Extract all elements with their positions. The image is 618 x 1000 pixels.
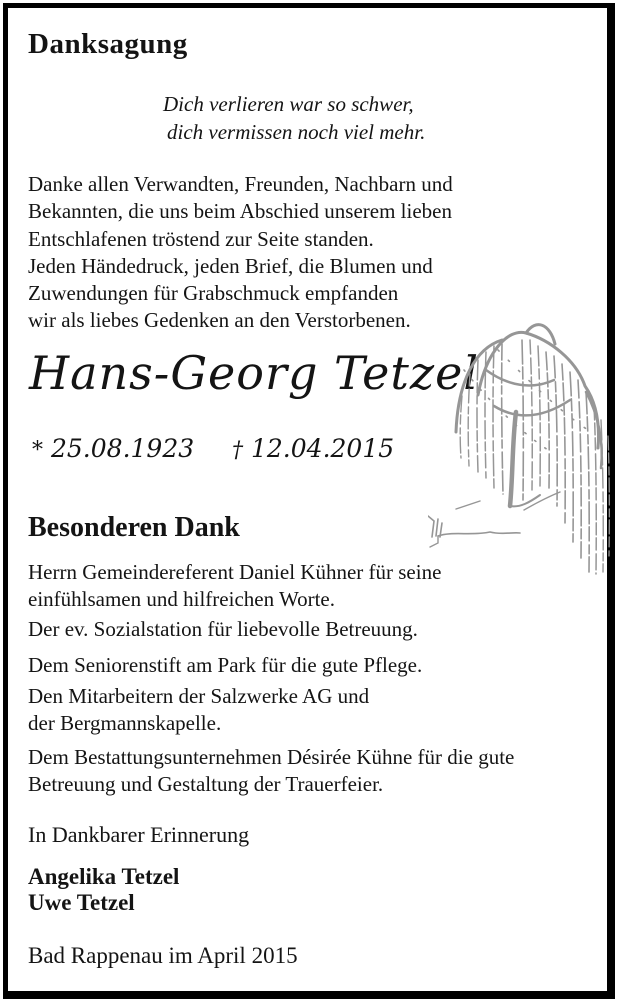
- birth-date: [32, 434, 194, 463]
- thanks-line: einfühlsamen und hilfreichen Worte.: [28, 587, 335, 611]
- mourners-list: [28, 864, 179, 916]
- intro-paragraph: [28, 171, 453, 335]
- birth-date-value: 25.08.1923: [51, 434, 195, 463]
- intro-line: Zuwendungen für Grabschmuck empfanden: [28, 281, 399, 306]
- mourner-name: Uwe Tetzel: [28, 890, 135, 915]
- thanks-item: [28, 652, 422, 679]
- place-date-line: Bad Rappenau im April 2015: [28, 943, 298, 968]
- death-cross-symbol: †: [232, 438, 243, 463]
- birth-star-symbol: *: [32, 438, 43, 463]
- thanks-item: [28, 559, 441, 613]
- notice-title: Danksagung: [28, 28, 188, 60]
- thanks-line: Betreuung und Gestaltung der Trauerfeier.: [28, 772, 384, 796]
- thanks-line: Dem Seniorenstift am Park für die gute Pflege.: [28, 653, 423, 677]
- thanks-item: [28, 744, 514, 798]
- thanks-item: [28, 616, 418, 643]
- mourner-name: Angelika Tetzel: [28, 864, 180, 889]
- thanks-line: Den Mitarbeitern der Salzwerke AG und: [28, 684, 370, 708]
- thanks-line: der Bergmannskapelle.: [28, 711, 222, 735]
- thanks-line: Der ev. Sozialstation für liebevolle Betreuung.: [28, 617, 418, 641]
- verse-line: dich vermissen noch viel mehr.: [167, 120, 426, 144]
- memorial-verse: [163, 90, 425, 146]
- intro-line: Jeden Händedruck, jeden Brief, die Blumen und: [28, 253, 433, 278]
- verse-line: Dich verlieren war so schwer,: [163, 92, 414, 116]
- thanks-line: Dem Bestattungsunternehmen Désirée Kühne für die gute: [28, 745, 515, 769]
- intro-line: wir als liebes Gedenken an den Verstorbenen.: [28, 308, 411, 333]
- thanks-line: Herrn Gemeindereferent Daniel Kühner für seine: [28, 560, 442, 584]
- death-date: [232, 434, 394, 463]
- special-thanks-heading: Besonderen Dank: [28, 512, 240, 543]
- death-date-value: 12.04.2015: [251, 434, 395, 463]
- notice-frame: [3, 3, 615, 999]
- intro-line: Danke allen Verwandten, Freunden, Nachbarn und: [28, 172, 453, 196]
- intro-line: Entschlafenen tröstend zur Seite standen.: [28, 226, 374, 251]
- thanks-item: [28, 683, 369, 737]
- intro-line: Bekannten, die uns beim Abschied unserem lieben: [28, 199, 452, 224]
- remembrance-line: In Dankbarer Erinnerung: [28, 822, 250, 847]
- deceased-name: Hans-Georg Tetzel: [29, 346, 480, 400]
